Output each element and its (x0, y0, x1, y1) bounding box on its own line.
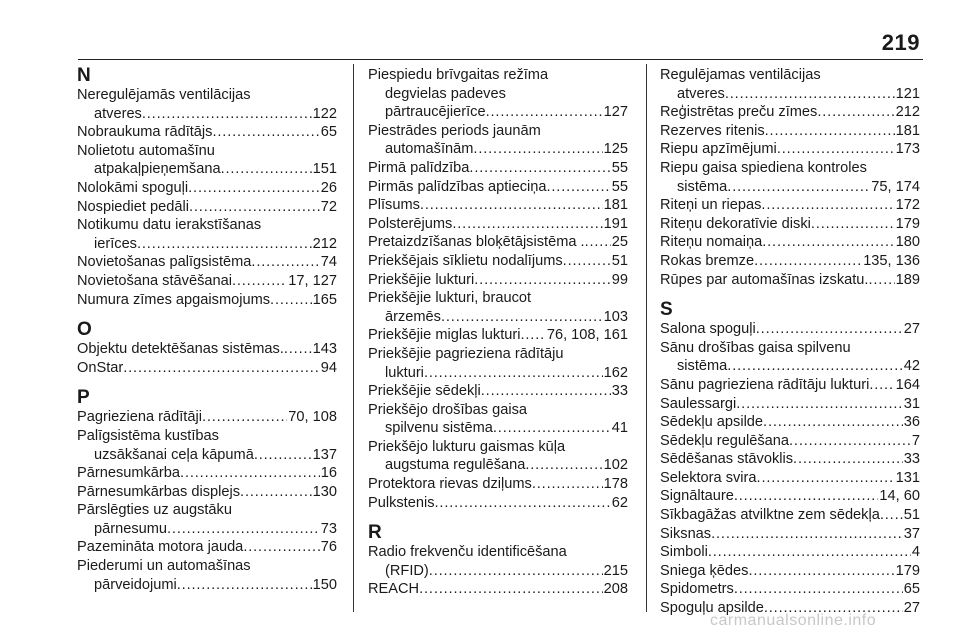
leader-dots (754, 252, 862, 271)
entry-text: Palīgsistēma kustības (77, 427, 219, 444)
index-entry[interactable] (660, 103, 920, 122)
page-reference[interactable]: 103 (603, 308, 628, 325)
entry-text: Priekšējie pagrieziena rādītāju (368, 345, 564, 362)
index-entry[interactable] (368, 401, 628, 438)
page-number: 219 (881, 30, 920, 55)
entry-text: augstuma regulēšana (385, 457, 526, 474)
section-letter: R (368, 522, 382, 544)
index-entry[interactable] (77, 198, 337, 217)
entry-text: Regulējamas ventilācijas (660, 67, 821, 83)
entry-text: Riteņu nomaiņa (660, 234, 763, 251)
entry-text: uzsākšanai ceļa kāpumā (94, 446, 254, 463)
entry-text: Plīsums (368, 197, 420, 214)
page-reference[interactable]: 131 (895, 469, 920, 486)
index-entry[interactable] (77, 179, 337, 198)
leader-dots (868, 271, 894, 290)
entry-text: Spoguļu apsilde (660, 600, 764, 617)
entry-text: Objektu detektēšanas sistēmas. (77, 341, 284, 358)
index-entry[interactable] (77, 464, 337, 483)
page-reference[interactable]: 164 (895, 376, 920, 393)
leader-dots (123, 359, 320, 378)
page-reference[interactable]: 102 (603, 457, 628, 474)
index-entry[interactable] (77, 253, 337, 272)
entry-text: pārveidojumi (94, 576, 177, 593)
index-entry[interactable] (660, 122, 920, 141)
entry-text: sistēma (677, 358, 728, 375)
page-reference[interactable]: 73 (320, 520, 337, 537)
index-entry[interactable] (660, 432, 920, 451)
index-entry[interactable] (77, 359, 337, 378)
leader-dots (708, 543, 911, 562)
entry-text: Saulessargi (660, 395, 737, 412)
leader-dots (585, 233, 611, 252)
page-reference[interactable]: 76 (320, 539, 337, 556)
leader-dots (734, 580, 903, 599)
page-reference[interactable]: 212 (895, 104, 920, 121)
entry-text: Sēdekļu apsilde (660, 414, 764, 431)
page-reference[interactable]: 191 (603, 215, 628, 232)
index-column-2 (368, 66, 628, 599)
page-reference[interactable]: 41 (611, 420, 628, 437)
entry-text: sistēma (677, 178, 728, 195)
leader-dots (727, 178, 870, 197)
entry-text: Sniega ķēdes (660, 562, 749, 579)
entry-text: Nobraukuma rādītājs (77, 124, 213, 141)
leader-dots (520, 326, 545, 345)
page-reference[interactable]: 36 (903, 414, 920, 431)
leader-dots (711, 525, 903, 544)
page-reference[interactable]: 178 (603, 476, 628, 493)
index-entry[interactable] (368, 271, 628, 290)
index-entry[interactable] (77, 123, 337, 142)
entry-text: degvielas padeves (385, 85, 506, 102)
entry-text: Polsterējums (368, 215, 453, 232)
page-reference[interactable]: 65 (903, 581, 920, 598)
section-letter: P (77, 387, 90, 409)
leader-dots (474, 271, 611, 290)
entry-text: Pārnesumkārba (77, 465, 181, 482)
index-entry[interactable] (368, 494, 628, 513)
page-reference[interactable]: 74 (320, 254, 337, 271)
leader-dots (429, 562, 603, 581)
leader-dots (563, 252, 611, 271)
page-reference[interactable]: 181 (895, 122, 920, 139)
entry-text: Riepu gaisa spiediena kontroles (660, 159, 867, 176)
entry-text: REACH (368, 581, 420, 598)
index-entry[interactable] (660, 339, 920, 376)
entry-text: Rūpes par automašīnas izskatu. (660, 271, 869, 288)
entry-text: Numura zīmes apgaismojums (77, 291, 271, 308)
entry-text: Priekšējo drošības gaisa (368, 401, 527, 418)
index-entry[interactable] (77, 86, 337, 123)
leader-dots (167, 520, 320, 539)
leader-dots (532, 475, 603, 494)
page-reference[interactable]: 16 (320, 465, 337, 482)
leader-dots (546, 178, 610, 197)
index-entry[interactable] (77, 501, 337, 538)
entry-text: Simboli (660, 544, 708, 561)
leader-dots (424, 364, 603, 383)
index-entry[interactable] (660, 376, 920, 395)
leader-dots (202, 408, 287, 427)
entry-text: Sēdēšanas stāvoklis (660, 451, 794, 468)
entry-text: atveres (94, 105, 142, 122)
entry-text: ārzemēs (385, 308, 441, 325)
index-entry[interactable] (77, 408, 337, 427)
page-reference[interactable]: 135, 136 (863, 252, 920, 269)
index-column-1 (77, 66, 337, 594)
entry-text: Sīkbagāžas atvilktne zem sēdekļa (660, 507, 880, 524)
entry-text: Piederumi un automašīnas (77, 558, 251, 575)
leader-dots (419, 580, 603, 599)
entry-text: Pretaizdzīšanas bloķētājsistēma . (368, 234, 585, 251)
index-entry[interactable] (660, 215, 920, 234)
leader-dots (736, 395, 903, 414)
column-divider-2 (646, 64, 647, 612)
leader-dots (270, 291, 312, 310)
entry-text: (RFID) (385, 562, 429, 579)
leader-dots (777, 140, 895, 159)
entry-text: Nospiediet pedāli (77, 198, 189, 215)
index-entry[interactable] (660, 506, 920, 525)
entry-text: Rezerves ritenis (660, 122, 765, 139)
entry-text: Reģistrētas preču zīmes (660, 104, 818, 121)
section-letter: N (77, 65, 91, 86)
page-reference[interactable]: 165 (312, 291, 337, 308)
index-entry[interactable] (368, 159, 628, 178)
page-reference[interactable]: 42 (903, 358, 920, 375)
entry-text: Pārslēgties uz augstāku (77, 502, 232, 519)
page-reference[interactable]: 7 (911, 432, 920, 449)
entry-text: Pirmā palīdzība (368, 159, 470, 176)
index-entry[interactable] (77, 427, 337, 464)
index-entry[interactable] (660, 543, 920, 562)
page-reference[interactable]: 179 (895, 215, 920, 232)
index-entry[interactable] (660, 525, 920, 544)
page-reference[interactable]: 55 (611, 159, 628, 176)
page-reference[interactable]: 27 (903, 321, 920, 338)
entry-text: Priekšējo lukturu gaismas kūļa (368, 438, 566, 455)
index-entry[interactable] (77, 557, 337, 594)
entry-text: Spidometrs (660, 581, 734, 598)
leader-dots (189, 198, 320, 217)
page-reference[interactable]: 212 (312, 235, 337, 252)
entry-text: automašīnām (385, 141, 474, 158)
index-column-3 (660, 66, 920, 618)
leader-dots (789, 432, 911, 451)
page-reference[interactable]: 65 (320, 124, 337, 141)
entry-text: Piestrādes periods jaunām (368, 122, 541, 139)
leader-dots (869, 376, 894, 395)
header-rule (78, 59, 923, 60)
entry-text: Riteņu dekoratīvie diski (660, 215, 811, 232)
page-reference[interactable]: 25 (611, 234, 628, 251)
leader-dots (243, 538, 319, 557)
index-entry[interactable] (77, 142, 337, 179)
page-reference[interactable]: 125 (603, 141, 628, 158)
index-entry[interactable] (368, 289, 628, 326)
entry-text: Protektora rievas dziļums (368, 476, 532, 493)
page-reference[interactable]: 172 (895, 197, 920, 214)
index-entry[interactable] (660, 320, 920, 339)
page-reference[interactable]: 150 (312, 576, 337, 593)
page-reference[interactable]: 189 (895, 271, 920, 288)
leader-dots (188, 179, 320, 198)
entry-text: Priekšējie sēdekļi (368, 383, 481, 400)
entry-text: Priekšējais sīklietu nodalījums (368, 252, 563, 269)
entry-text: Pirmās palīdzības aptieciņa (368, 178, 547, 195)
index-entry[interactable] (368, 382, 628, 401)
section-letter: S (660, 299, 673, 321)
leader-dots (420, 196, 603, 215)
entry-text: spilvenu sistēma (385, 420, 493, 437)
page-reference[interactable]: 17, 127 (288, 272, 337, 289)
page-reference[interactable]: 31 (903, 395, 920, 412)
page-reference[interactable]: 122 (312, 105, 337, 122)
index-entry[interactable] (660, 562, 920, 581)
index-entry[interactable] (368, 475, 628, 494)
page-reference[interactable]: 62 (611, 494, 628, 511)
entry-text: Signāltaure (660, 488, 734, 505)
entry-text: Sānu pagrieziena rādītāju lukturi (660, 376, 870, 393)
entry-text: Priekšējie lukturi (368, 271, 475, 288)
page-reference[interactable]: 55 (611, 178, 628, 195)
leader-dots (180, 464, 320, 483)
entry-text: Rokas bremze (660, 252, 755, 269)
leader-dots (469, 159, 610, 178)
leader-dots (493, 419, 611, 438)
index-entry[interactable] (660, 395, 920, 414)
entry-text: Riepu apzīmējumi (660, 141, 777, 158)
index-entry[interactable] (368, 252, 628, 271)
leader-dots (525, 456, 602, 475)
index-entry[interactable] (660, 413, 920, 432)
entry-text: pārtraucējierīce (385, 104, 486, 121)
index-entry[interactable] (368, 345, 628, 382)
leader-dots (880, 506, 903, 525)
index-entry[interactable] (660, 196, 920, 215)
page-reference[interactable]: 180 (895, 234, 920, 251)
page-reference[interactable]: 72 (320, 198, 337, 215)
page-reference[interactable]: 4 (911, 544, 920, 561)
leader-dots (473, 140, 602, 159)
leader-dots (254, 446, 312, 465)
page-reference[interactable]: 33 (611, 383, 628, 400)
entry-text: atveres (677, 85, 725, 102)
index-entry[interactable] (660, 66, 920, 103)
leader-dots (757, 469, 895, 488)
entry-text: Siksnas (660, 525, 712, 542)
entry-text: Sēdekļu regulēšana (660, 432, 790, 449)
index-entry[interactable] (368, 233, 628, 252)
page-reference[interactable]: 33 (903, 451, 920, 468)
leader-dots (725, 85, 895, 104)
watermark: carmanualsonline.info (710, 612, 877, 629)
page-reference[interactable]: 127 (603, 104, 628, 121)
entry-text: Novietošana stāvēšanai (77, 272, 232, 289)
leader-dots (811, 215, 895, 234)
page-reference[interactable]: 99 (611, 271, 628, 288)
leader-dots (284, 340, 312, 359)
entry-text: Priekšējie lukturi, braucot (368, 290, 532, 307)
index-entry[interactable] (77, 483, 337, 502)
index-entry[interactable] (660, 469, 920, 488)
index-entry[interactable] (660, 580, 920, 599)
page-reference[interactable]: 181 (603, 197, 628, 214)
entry-text: Priekšējie miglas lukturi (368, 327, 521, 344)
entry-text: Selektora svira (660, 469, 757, 486)
index-entry[interactable] (368, 122, 628, 159)
leader-dots (756, 320, 903, 339)
index-entry[interactable] (368, 326, 628, 345)
leader-dots (481, 382, 611, 401)
page-reference[interactable]: 70, 108 (288, 409, 337, 426)
index-entry[interactable] (368, 215, 628, 234)
entry-text: Nolietotu automašīnu (77, 142, 215, 159)
leader-dots (765, 122, 895, 141)
index-entry[interactable] (368, 543, 628, 580)
leader-dots (435, 494, 611, 513)
page-reference[interactable]: 162 (603, 364, 628, 381)
index-entry[interactable] (368, 66, 628, 122)
index-entry[interactable] (77, 272, 337, 291)
column-divider-1 (353, 64, 354, 612)
entry-text: atpakaļpieņemšana (94, 161, 221, 178)
index-entry[interactable] (77, 340, 337, 359)
entry-text: Pārnesumkārbas displejs (77, 483, 241, 500)
leader-dots (734, 487, 879, 506)
page-reference[interactable]: 137 (312, 446, 337, 463)
page-reference[interactable]: 121 (895, 85, 920, 102)
page-reference[interactable]: 14, 60 (879, 488, 920, 505)
leader-dots (232, 272, 287, 291)
leader-dots (177, 576, 312, 595)
leader-dots (761, 196, 894, 215)
page-reference[interactable]: 51 (903, 507, 920, 524)
index-entry[interactable] (660, 233, 920, 252)
entry-text: Pagrieziena rādītāji (77, 409, 202, 426)
entry-text: pārnesumu (94, 520, 168, 537)
entry-text: OnStar (77, 359, 124, 376)
index-entry[interactable] (368, 580, 628, 599)
entry-text: Neregulējamās ventilācijas (77, 87, 251, 103)
entry-text: Sānu drošības gaisa spilvenu (660, 339, 851, 356)
leader-dots (441, 308, 603, 327)
leader-dots (240, 483, 312, 502)
page-reference[interactable]: 94 (320, 359, 337, 376)
page-reference[interactable]: 130 (312, 483, 337, 500)
index-entry[interactable] (368, 178, 628, 197)
index-entry[interactable] (660, 450, 920, 469)
index-entry[interactable] (660, 159, 920, 196)
entry-text: Notikumu datu ierakstīšanas (77, 217, 262, 234)
leader-dots (762, 233, 894, 252)
index-entry[interactable] (660, 271, 920, 290)
index-entry[interactable] (77, 538, 337, 557)
index-entry[interactable] (660, 487, 920, 506)
page-reference[interactable]: 75, 174 (871, 178, 920, 195)
section-letter: O (77, 319, 92, 341)
index-entry[interactable] (77, 216, 337, 253)
page-reference[interactable]: 37 (903, 525, 920, 542)
entry-text: Pazemināta motora jauda (77, 539, 244, 556)
entry-text: Novietošanas palīgsistēma (77, 254, 252, 271)
index-entry[interactable] (368, 196, 628, 215)
leader-dots (137, 235, 312, 254)
entry-text: Riteņi un riepas (660, 197, 762, 214)
leader-dots (486, 103, 603, 122)
page-reference[interactable]: 215 (603, 562, 628, 579)
entry-text: Pulkstenis (368, 494, 435, 511)
leader-dots (251, 253, 319, 272)
index-entry[interactable] (660, 140, 920, 159)
leader-dots (142, 105, 312, 124)
leader-dots (793, 450, 903, 469)
entry-text: Radio frekvenču identificēšana (368, 544, 567, 561)
entry-text: Salona spoguļi (660, 321, 756, 338)
page-reference[interactable]: 51 (611, 252, 628, 269)
page-reference[interactable]: 179 (895, 562, 920, 579)
entry-text: Nolokāmi spoguļi (77, 179, 189, 196)
leader-dots (221, 160, 312, 179)
entry-text: lukturi (385, 364, 424, 381)
leader-dots (763, 413, 903, 432)
page-reference[interactable]: 26 (320, 179, 337, 196)
leader-dots (212, 123, 319, 142)
page-reference[interactable]: 151 (312, 161, 337, 178)
page-reference[interactable]: 143 (312, 341, 337, 358)
leader-dots (452, 215, 602, 234)
index-entry[interactable] (77, 291, 337, 310)
index-entry[interactable] (660, 252, 920, 271)
page-reference[interactable]: 208 (603, 581, 628, 598)
entry-text: Piespiedu brīvgaitas režīma (368, 67, 549, 83)
page-reference[interactable]: 27 (903, 600, 920, 617)
page-reference[interactable]: 173 (895, 141, 920, 158)
entry-text: ierīces (94, 235, 137, 252)
leader-dots (727, 357, 902, 376)
index-entry[interactable] (368, 438, 628, 475)
page-reference[interactable]: 76, 108, 161 (546, 327, 628, 344)
leader-dots (817, 103, 894, 122)
leader-dots (748, 562, 894, 581)
